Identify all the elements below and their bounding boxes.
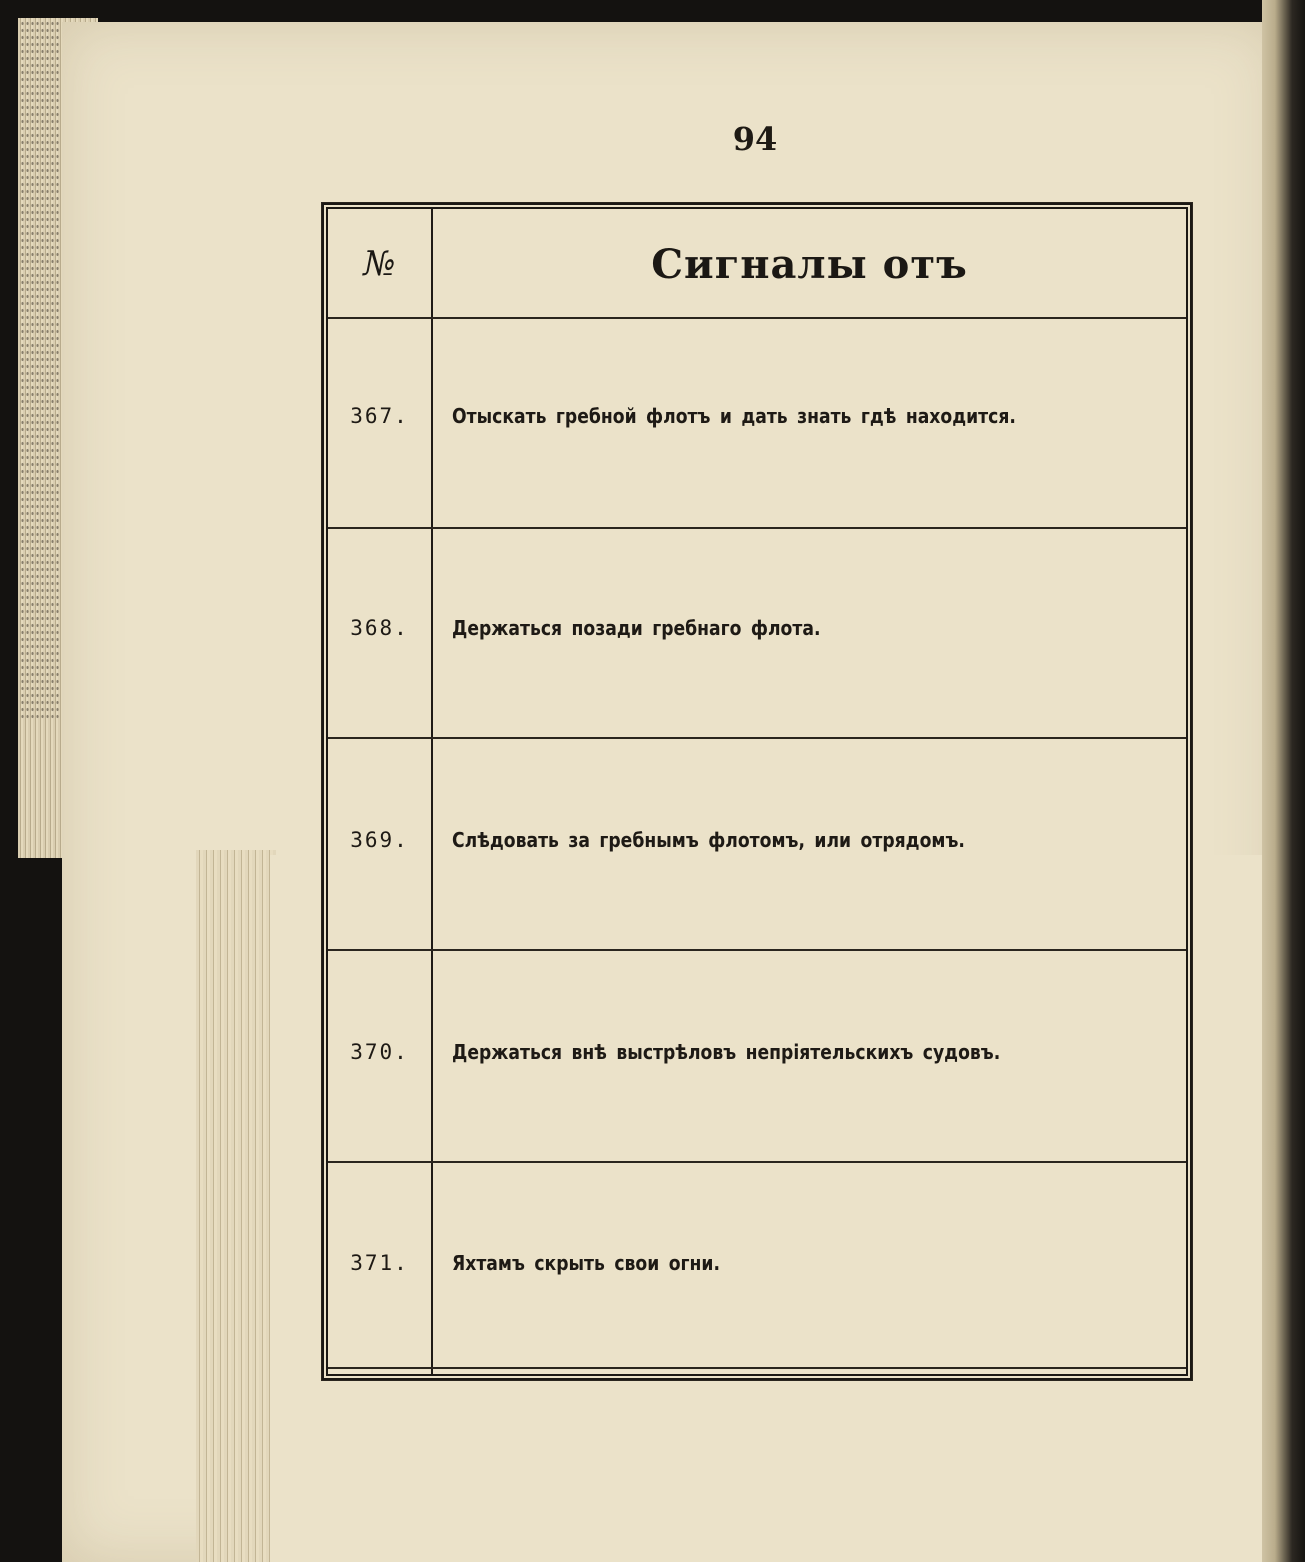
signal-number: 370. [350, 1040, 409, 1064]
row-divider [328, 737, 1186, 739]
signal-text: Держаться позади гребнаго флота. [452, 616, 821, 640]
signal-number: 368. [350, 616, 409, 640]
signals-table [322, 203, 1192, 1380]
row-divider [328, 317, 1186, 319]
signal-number: 369. [350, 828, 409, 852]
row-divider [328, 527, 1186, 529]
signal-number: 371. [350, 1251, 409, 1275]
signal-text: Отыскать гребной флотъ и дать знать гдѣ находится. [452, 404, 1016, 428]
book-spine-shadow [1262, 0, 1305, 1562]
signal-text: Слѣдовать за гребнымъ флотомъ, или отрядомъ. [452, 828, 965, 852]
signal-number: 367. [350, 404, 409, 428]
table-title: Сигналы отъ [651, 240, 968, 288]
row-divider [328, 1161, 1186, 1163]
number-column-header: № [363, 244, 396, 284]
column-divider [431, 209, 433, 1374]
page-edge-stack-lower [196, 850, 276, 1562]
row-divider [328, 1367, 1186, 1369]
page-edge-speckle [20, 20, 60, 720]
signal-text: Держаться внѣ выстрѣловъ непріятельскихъ судовъ. [452, 1040, 1001, 1064]
signal-text: Яхтамъ скрыть свои огни. [452, 1251, 720, 1275]
page-number: 94 [732, 120, 778, 158]
scan-background [62, 0, 1305, 22]
row-divider [328, 949, 1186, 951]
